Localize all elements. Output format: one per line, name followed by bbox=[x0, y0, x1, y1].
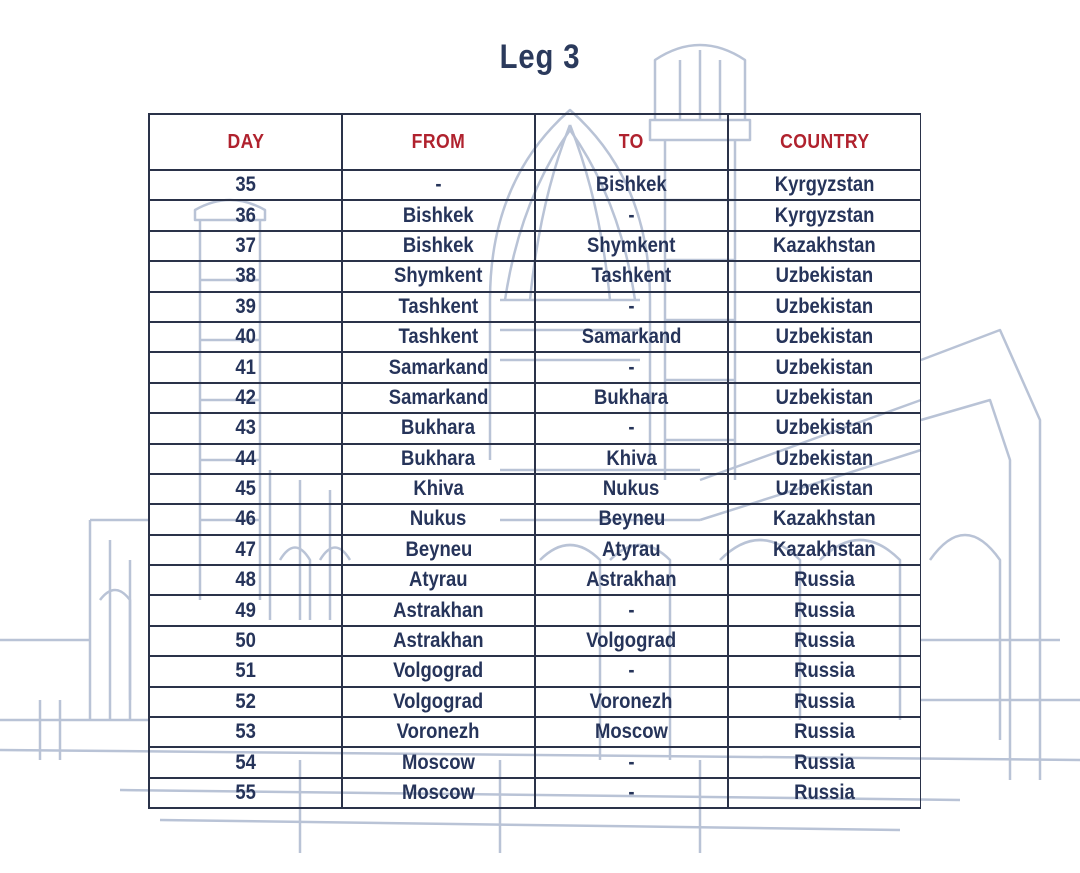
to-cell: - bbox=[535, 413, 728, 443]
day-cell: 44 bbox=[149, 444, 342, 474]
day-cell: 38 bbox=[149, 261, 342, 291]
table-row bbox=[149, 626, 921, 656]
from-cell: Astrakhan bbox=[342, 595, 535, 625]
country-cell: Kazakhstan bbox=[728, 535, 921, 565]
day-cell: 55 bbox=[149, 778, 342, 808]
table-row bbox=[149, 535, 921, 565]
table-row bbox=[149, 383, 921, 413]
itinerary-table-container bbox=[148, 113, 921, 873]
to-cell: Bukhara bbox=[535, 383, 728, 413]
from-cell: Moscow bbox=[342, 778, 535, 808]
column-header-from: FROM bbox=[342, 114, 535, 170]
from-cell: Voronezh bbox=[342, 717, 535, 747]
to-cell: Volgograd bbox=[535, 626, 728, 656]
country-cell: Uzbekistan bbox=[728, 292, 921, 322]
table-row bbox=[149, 261, 921, 291]
from-cell: Volgograd bbox=[342, 656, 535, 686]
to-cell: - bbox=[535, 747, 728, 777]
day-cell: 51 bbox=[149, 656, 342, 686]
day-cell: 50 bbox=[149, 626, 342, 656]
day-cell: 45 bbox=[149, 474, 342, 504]
from-cell: Atyrau bbox=[342, 565, 535, 595]
table-row bbox=[149, 474, 921, 504]
day-cell: 39 bbox=[149, 292, 342, 322]
from-cell: Beyneu bbox=[342, 535, 535, 565]
country-cell: Russia bbox=[728, 778, 921, 808]
from-cell: Bishkek bbox=[342, 200, 535, 230]
country-cell: Kyrgyzstan bbox=[728, 170, 921, 200]
country-cell: Uzbekistan bbox=[728, 474, 921, 504]
table-row bbox=[149, 747, 921, 777]
country-cell: Russia bbox=[728, 747, 921, 777]
country-cell: Uzbekistan bbox=[728, 322, 921, 352]
to-cell: Shymkent bbox=[535, 231, 728, 261]
column-header-to: TO bbox=[535, 114, 728, 170]
country-cell: Russia bbox=[728, 656, 921, 686]
from-cell: Nukus bbox=[342, 504, 535, 534]
from-cell: Bukhara bbox=[342, 444, 535, 474]
country-cell: Russia bbox=[728, 595, 921, 625]
country-cell: Uzbekistan bbox=[728, 444, 921, 474]
from-cell: Bishkek bbox=[342, 231, 535, 261]
country-cell: Russia bbox=[728, 626, 921, 656]
to-cell: - bbox=[535, 595, 728, 625]
from-cell: Samarkand bbox=[342, 352, 535, 382]
day-cell: 46 bbox=[149, 504, 342, 534]
from-cell: Tashkent bbox=[342, 322, 535, 352]
to-cell: Voronezh bbox=[535, 687, 728, 717]
from-cell: Moscow bbox=[342, 747, 535, 777]
country-cell: Russia bbox=[728, 717, 921, 747]
table-row bbox=[149, 170, 921, 200]
column-header-day: DAY bbox=[149, 114, 342, 170]
to-cell: - bbox=[535, 778, 728, 808]
to-cell: Nukus bbox=[535, 474, 728, 504]
to-cell: Tashkent bbox=[535, 261, 728, 291]
country-cell: Uzbekistan bbox=[728, 383, 921, 413]
to-cell: - bbox=[535, 292, 728, 322]
from-cell: Volgograd bbox=[342, 687, 535, 717]
column-header-country: COUNTRY bbox=[728, 114, 921, 170]
to-cell: - bbox=[535, 200, 728, 230]
day-cell: 42 bbox=[149, 383, 342, 413]
to-cell: Moscow bbox=[535, 717, 728, 747]
to-cell: - bbox=[535, 656, 728, 686]
country-cell: Russia bbox=[728, 687, 921, 717]
table-row bbox=[149, 687, 921, 717]
country-cell: Uzbekistan bbox=[728, 413, 921, 443]
table-row bbox=[149, 352, 921, 382]
to-cell: Beyneu bbox=[535, 504, 728, 534]
from-cell: Astrakhan bbox=[342, 626, 535, 656]
table-row bbox=[149, 200, 921, 230]
itinerary-table bbox=[148, 113, 921, 809]
day-cell: 40 bbox=[149, 322, 342, 352]
table-row bbox=[149, 413, 921, 443]
day-cell: 41 bbox=[149, 352, 342, 382]
from-cell: Khiva bbox=[342, 474, 535, 504]
table-row bbox=[149, 322, 921, 352]
table-row bbox=[149, 595, 921, 625]
table-row bbox=[149, 292, 921, 322]
table-row bbox=[149, 565, 921, 595]
from-cell: - bbox=[342, 170, 535, 200]
country-cell: Russia bbox=[728, 565, 921, 595]
from-cell: Tashkent bbox=[342, 292, 535, 322]
table-row bbox=[149, 444, 921, 474]
day-cell: 36 bbox=[149, 200, 342, 230]
to-cell: Atyrau bbox=[535, 535, 728, 565]
country-cell: Kazakhstan bbox=[728, 231, 921, 261]
table-row bbox=[149, 656, 921, 686]
table-row bbox=[149, 504, 921, 534]
to-cell: Bishkek bbox=[535, 170, 728, 200]
day-cell: 47 bbox=[149, 535, 342, 565]
day-cell: 43 bbox=[149, 413, 342, 443]
from-cell: Samarkand bbox=[342, 383, 535, 413]
day-cell: 37 bbox=[149, 231, 342, 261]
to-cell: Khiva bbox=[535, 444, 728, 474]
to-cell: - bbox=[535, 352, 728, 382]
day-cell: 48 bbox=[149, 565, 342, 595]
table-row bbox=[149, 231, 921, 261]
day-cell: 53 bbox=[149, 717, 342, 747]
country-cell: Uzbekistan bbox=[728, 352, 921, 382]
from-cell: Bukhara bbox=[342, 413, 535, 443]
to-cell: Samarkand bbox=[535, 322, 728, 352]
to-cell: Astrakhan bbox=[535, 565, 728, 595]
country-cell: Uzbekistan bbox=[728, 261, 921, 291]
day-cell: 54 bbox=[149, 747, 342, 777]
day-cell: 52 bbox=[149, 687, 342, 717]
day-cell: 35 bbox=[149, 170, 342, 200]
table-row bbox=[149, 778, 921, 808]
day-cell: 49 bbox=[149, 595, 342, 625]
country-cell: Kyrgyzstan bbox=[728, 200, 921, 230]
table-row bbox=[149, 717, 921, 747]
country-cell: Kazakhstan bbox=[728, 504, 921, 534]
table-header-row bbox=[149, 114, 921, 170]
from-cell: Shymkent bbox=[342, 261, 535, 291]
page-title: Leg 3 bbox=[499, 38, 581, 76]
